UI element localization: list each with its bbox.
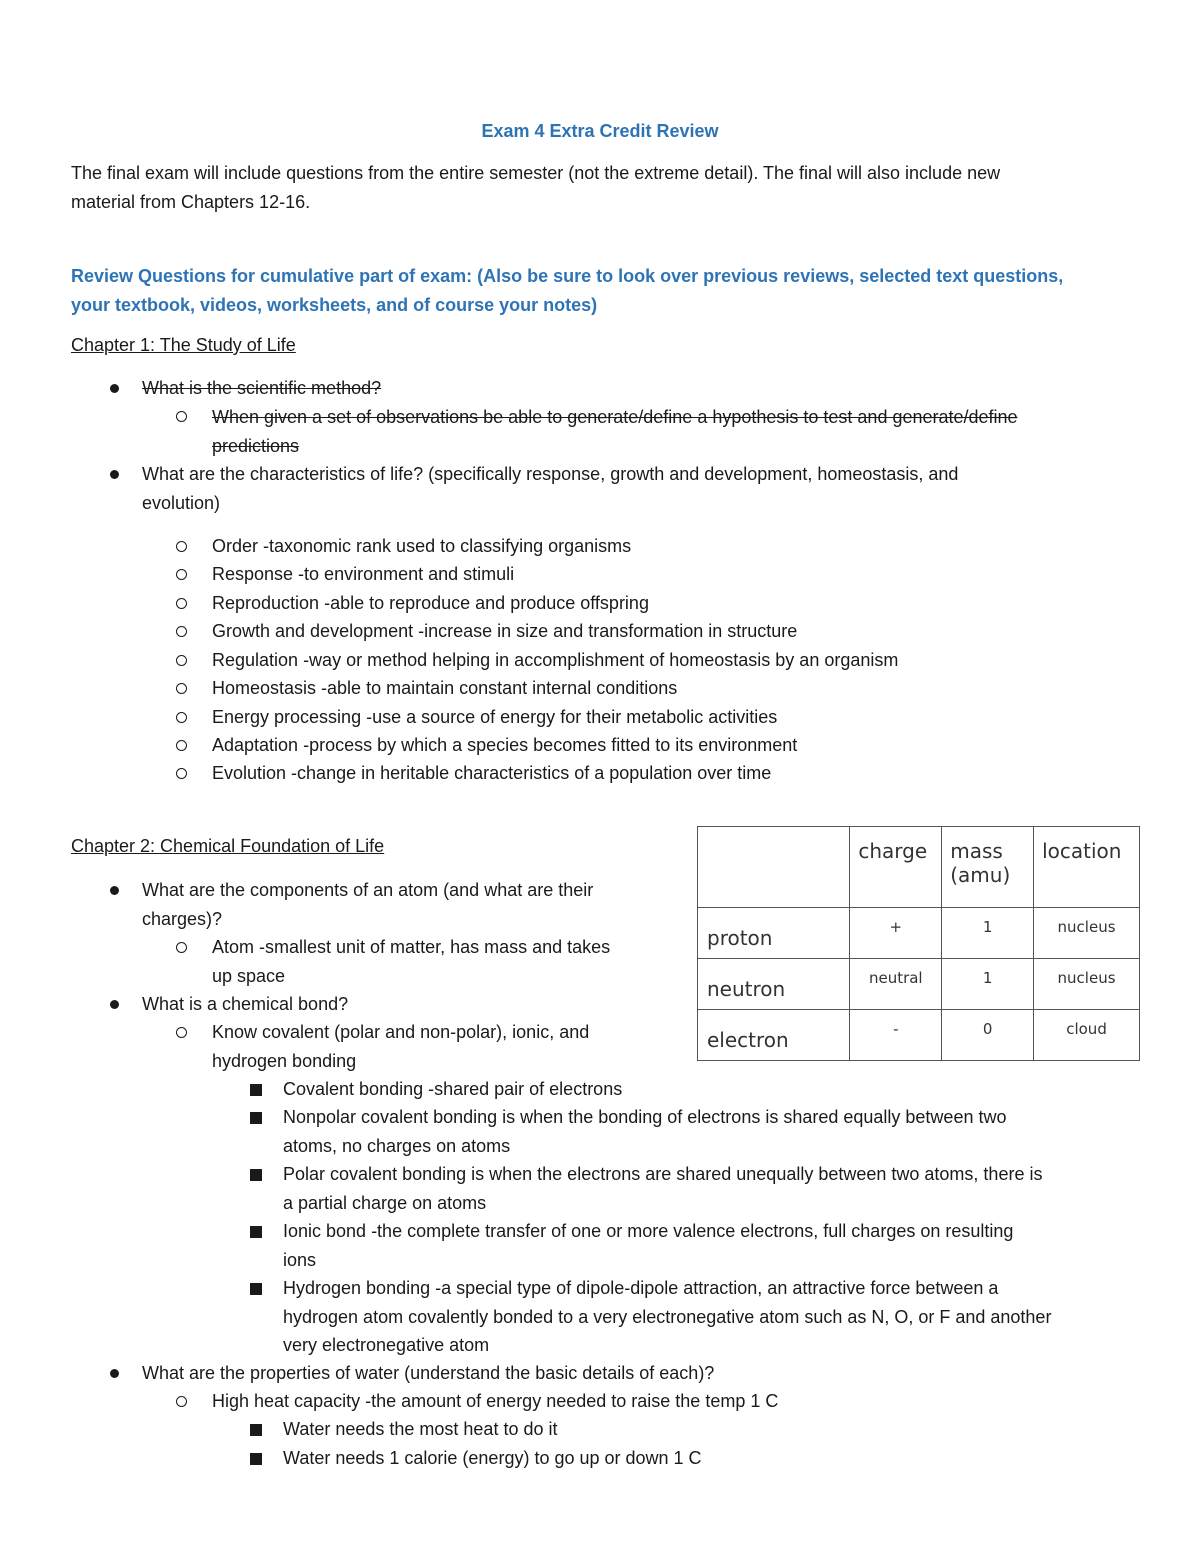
- heat-detail: Water needs 1 calorie (energy) to go up or down 1 C: [283, 1448, 702, 1468]
- characteristic-item: Regulation -way or method helping in accomplishment of homeostasis by an organism: [212, 650, 899, 670]
- bullet-circle-icon: [176, 411, 187, 422]
- definition-line: Atom -smallest unit of matter, has mass and takes: [212, 937, 611, 957]
- characteristic-item: Homeostasis -able to maintain constant internal conditions: [212, 678, 678, 698]
- ch1-question-scientific-method: What is the scientific method?: [142, 378, 382, 398]
- table-header-row: [698, 827, 1140, 908]
- bond-hydrogen: [283, 1274, 1153, 1360]
- table-cell: +: [850, 908, 942, 959]
- bullet-square-icon: [250, 1424, 262, 1436]
- bullet-circle-icon: [176, 626, 187, 637]
- ch2-atom-definition: [212, 933, 672, 990]
- bond-line: very electronegative atom: [283, 1335, 490, 1355]
- bond-covalent: Covalent bonding -shared pair of electrons: [283, 1079, 623, 1099]
- question-line: evolution): [142, 492, 221, 513]
- characteristic-item: Evolution -change in heritable characteristics of a population over time: [212, 763, 772, 783]
- table-row: [698, 1010, 1140, 1061]
- table-cell: nucleus: [1034, 959, 1140, 1010]
- review-heading-line: Review Questions for cumulative part of exam: (Also be sure to look over previous reviews, selected text questions,: [71, 266, 1064, 286]
- bond-line: ions: [283, 1249, 317, 1270]
- question-line: charges)?: [142, 908, 223, 929]
- bullet-dot-icon: [110, 1000, 119, 1009]
- chapter-2-heading: Chapter 2: Chemical Foundation of Life: [71, 836, 385, 856]
- bullet-square-icon: [250, 1453, 262, 1465]
- bullet-circle-icon: [176, 1027, 187, 1038]
- water-heat-capacity: High heat capacity -the amount of energy needed to raise the temp 1 C: [212, 1391, 779, 1411]
- bullet-circle-icon: [176, 768, 187, 779]
- characteristic-item: Response -to environment and stimuli: [212, 564, 515, 584]
- bond-polar: [283, 1160, 1143, 1217]
- know-line: Know covalent (polar and non-polar), ionic, and: [212, 1022, 590, 1042]
- table-row-label: proton: [698, 908, 850, 959]
- intro-paragraph: [71, 159, 1131, 216]
- bullet-square-icon: [250, 1112, 262, 1124]
- bullet-circle-icon: [176, 1396, 187, 1407]
- bullet-circle-icon: [176, 683, 187, 694]
- characteristic-item: Reproduction -able to reproduce and produce offspring: [212, 593, 649, 613]
- ch1-question-characteristics: [142, 460, 1102, 517]
- table-header-cell: charge: [850, 827, 942, 908]
- table-cell: 1: [942, 908, 1034, 959]
- table-corner-cell: [698, 827, 850, 908]
- review-heading-line: your textbook, videos, worksheets, and of course your notes): [71, 294, 598, 315]
- bullet-circle-icon: [176, 740, 187, 751]
- table-row-label: neutron: [698, 959, 850, 1010]
- bullet-circle-icon: [176, 569, 187, 580]
- bullet-dot-icon: [110, 1369, 119, 1378]
- bullet-square-icon: [250, 1283, 262, 1295]
- ch2-question-atom-components: [142, 876, 662, 933]
- table-cell: cloud: [1034, 1010, 1140, 1061]
- intro-line: material from Chapters 12-16.: [71, 191, 311, 212]
- question-line: What are the components of an atom (and what are their: [142, 880, 594, 900]
- bond-line: Hydrogen bonding -a special type of dipole-dipole attraction, an attractive force between a: [283, 1278, 999, 1298]
- table-cell: 0: [942, 1010, 1034, 1061]
- review-heading: [71, 262, 1131, 319]
- ch2-know-bond-types: [212, 1018, 672, 1075]
- table-cell: -: [850, 1010, 942, 1061]
- characteristic-item: Order -taxonomic rank used to classifying organisms: [212, 536, 632, 556]
- bullet-dot-icon: [110, 470, 119, 479]
- table-row: [698, 908, 1140, 959]
- bond-line: atoms, no charges on atoms: [283, 1135, 511, 1156]
- bond-nonpolar: [283, 1103, 1143, 1160]
- ch2-question-water-properties: What are the properties of water (understand the basic details of each)?: [142, 1363, 715, 1383]
- bullet-circle-icon: [176, 712, 187, 723]
- characteristic-item: Energy processing -use a source of energy for their metabolic activities: [212, 707, 778, 727]
- ch2-question-chemical-bond: What is a chemical bond?: [142, 994, 349, 1014]
- bullet-circle-icon: [176, 655, 187, 666]
- table-header-cell: mass (amu): [942, 827, 1034, 908]
- bullet-square-icon: [250, 1226, 262, 1238]
- document-title: Exam 4 Extra Credit Review: [481, 121, 719, 141]
- ch1-scientific-method-detail: [212, 403, 1112, 460]
- definition-line: up space: [212, 965, 286, 986]
- table-row-label: electron: [698, 1010, 850, 1061]
- table-cell: 1: [942, 959, 1034, 1010]
- bullet-circle-icon: [176, 942, 187, 953]
- table-row: [698, 959, 1140, 1010]
- detail-line: predictions: [212, 435, 300, 456]
- bond-line: Ionic bond -the complete transfer of one or more valence electrons, full charges on resulting: [283, 1221, 1014, 1241]
- bond-line: a partial charge on atoms: [283, 1192, 487, 1213]
- table-cell: nucleus: [1034, 908, 1140, 959]
- atom-particle-table: [697, 826, 1140, 1061]
- know-line: hydrogen bonding: [212, 1050, 357, 1071]
- bullet-square-icon: [250, 1169, 262, 1181]
- bullet-dot-icon: [110, 886, 119, 895]
- bond-line: Polar covalent bonding is when the electrons are shared unequally between two atoms, there is: [283, 1164, 1043, 1184]
- chapter-1-heading: Chapter 1: The Study of Life: [71, 335, 296, 355]
- detail-line: When given a set of observations be able to generate/define a hypothesis to test and generate/define: [212, 407, 1018, 427]
- intro-line: The final exam will include questions from the entire semester (not the extreme detail). The final will also include new: [71, 163, 1001, 183]
- bullet-circle-icon: [176, 541, 187, 552]
- question-line: What are the characteristics of life? (specifically response, growth and development, homeostasis, and: [142, 464, 959, 484]
- bullet-circle-icon: [176, 598, 187, 609]
- bond-line: hydrogen atom covalently bonded to a very electronegative atom such as N, O, or F and another: [283, 1306, 1052, 1327]
- bond-line: Nonpolar covalent bonding is when the bonding of electrons is shared equally between two: [283, 1107, 1007, 1127]
- heat-detail: Water needs the most heat to do it: [283, 1419, 558, 1439]
- table-header-cell: location: [1034, 827, 1140, 908]
- characteristic-item: Growth and development -increase in size and transformation in structure: [212, 621, 798, 641]
- bond-ionic: [283, 1217, 1143, 1274]
- bullet-dot-icon: [110, 384, 119, 393]
- table-cell: neutral: [850, 959, 942, 1010]
- characteristic-item: Adaptation -process by which a species becomes fitted to its environment: [212, 735, 798, 755]
- bullet-square-icon: [250, 1084, 262, 1096]
